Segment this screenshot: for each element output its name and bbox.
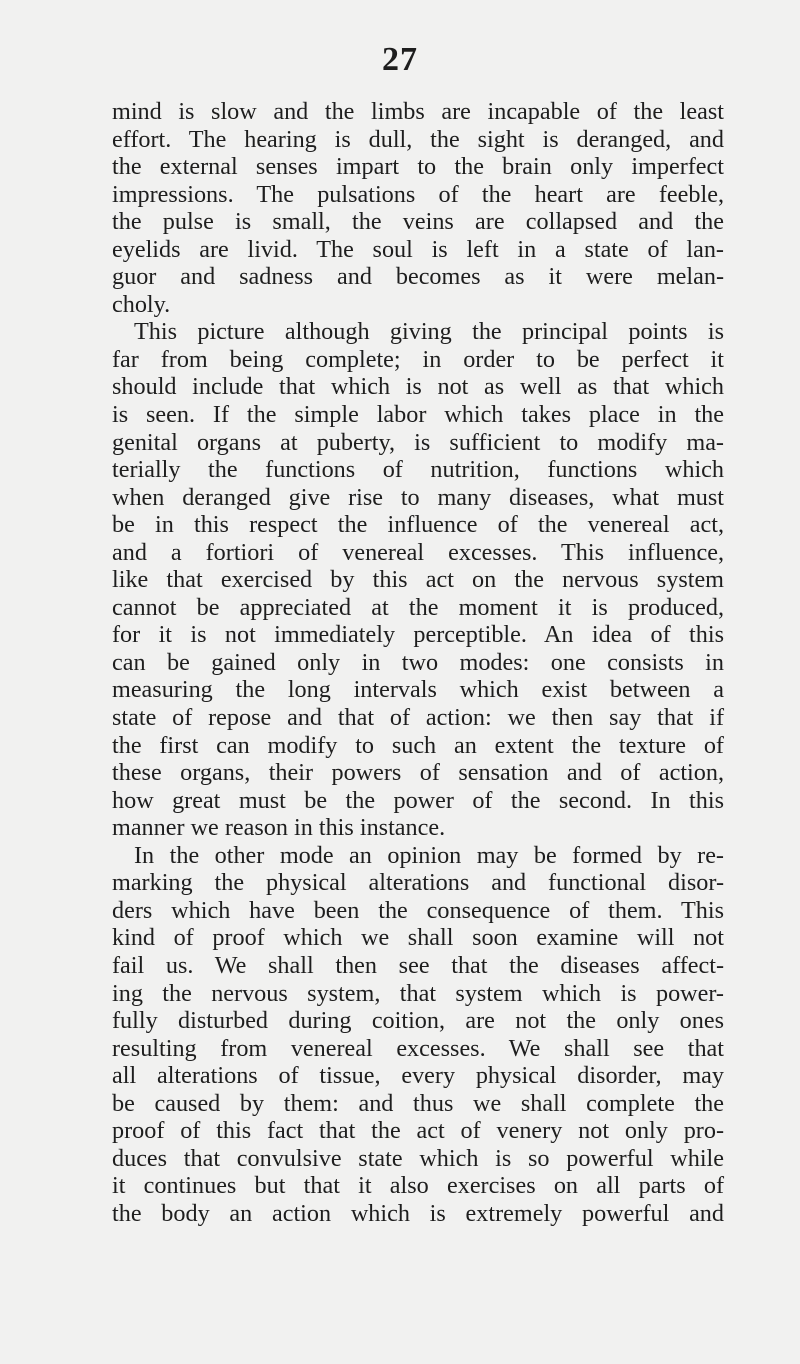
text-line: for it is not immediately perceptible. An idea of this (112, 621, 724, 649)
text-line: In the other mode an opinion may be formed by re- (134, 841, 724, 869)
text-line: proof of this fact that the act of venery not only pro- (112, 1117, 724, 1145)
text-line: effort. The hearing is dull, the sight is deranged, and (112, 125, 724, 153)
text-line: be in this respect the influence of the venereal act, (112, 511, 724, 539)
text-line: impressions. The pulsations of the heart are feeble, (112, 180, 724, 208)
text-line: terially the functions of nutrition, functions which (112, 456, 724, 484)
text-line: and a fortiori of venereal excesses. This influence, (112, 538, 724, 566)
text-line: choly. (112, 290, 171, 318)
text-line: it continues but that it also exercises on all parts of (112, 1172, 724, 1200)
text-line: is seen. If the simple labor which takes place in the (112, 401, 724, 429)
text-line: ing the nervous system, that system which is power- (112, 979, 724, 1007)
text-line: marking the physical alterations and functional disor- (112, 869, 724, 897)
text-line: This picture although giving the principal points is (134, 318, 724, 346)
text-line: cannot be appreciated at the moment it is produced, (112, 593, 724, 621)
text-line: when deranged give rise to many diseases, what must (112, 483, 724, 511)
text-line: kind of proof which we shall soon examine will not (112, 924, 724, 952)
text-line: duces that convulsive state which is so powerful while (112, 1144, 724, 1172)
text-line: measuring the long intervals which exist between a (112, 676, 724, 704)
body-text (112, 98, 724, 1227)
text-line: the body an action which is extremely powerful and (112, 1199, 724, 1227)
text-line: all alterations of tissue, every physical disorder, may (112, 1062, 724, 1090)
text-line: like that exercised by this act on the nervous system (112, 566, 724, 594)
text-line: how great must be the power of the second. In this (112, 786, 724, 814)
text-line: eyelids are livid. The soul is left in a state of lan- (112, 235, 724, 263)
text-line: genital organs at puberty, is sufficient to modify ma- (112, 428, 724, 456)
text-line: manner we reason in this instance. (112, 814, 446, 842)
text-line: should include that which is not as well as that which (112, 373, 724, 401)
text-line: these organs, their powers of sensation and of action, (112, 759, 724, 787)
text-line: guor and sadness and becomes as it were melan- (112, 263, 724, 291)
text-line: the pulse is small, the veins are collapsed and the (112, 208, 724, 236)
text-line: the first can modify to such an extent the texture of (112, 731, 724, 759)
text-line: resulting from venereal excesses. We shall see that (112, 1034, 724, 1062)
text-line: can be gained only in two modes: one consists in (112, 648, 724, 676)
page-number: 27 (382, 41, 418, 78)
text-line: state of repose and that of action: we then say that if (112, 704, 724, 732)
text-line: be caused by them: and thus we shall complete the (112, 1089, 724, 1117)
text-line: fully disturbed during coition, are not the only ones (112, 1007, 724, 1035)
text-line: the external senses impart to the brain only imperfect (112, 153, 724, 181)
text-line: fail us. We shall then see that the diseases affect- (112, 951, 724, 979)
text-line: far from being complete; in order to be perfect it (112, 345, 724, 373)
text-line: mind is slow and the limbs are incapable of the least (112, 98, 724, 125)
text-line: ders which have been the consequence of them. This (112, 896, 724, 924)
